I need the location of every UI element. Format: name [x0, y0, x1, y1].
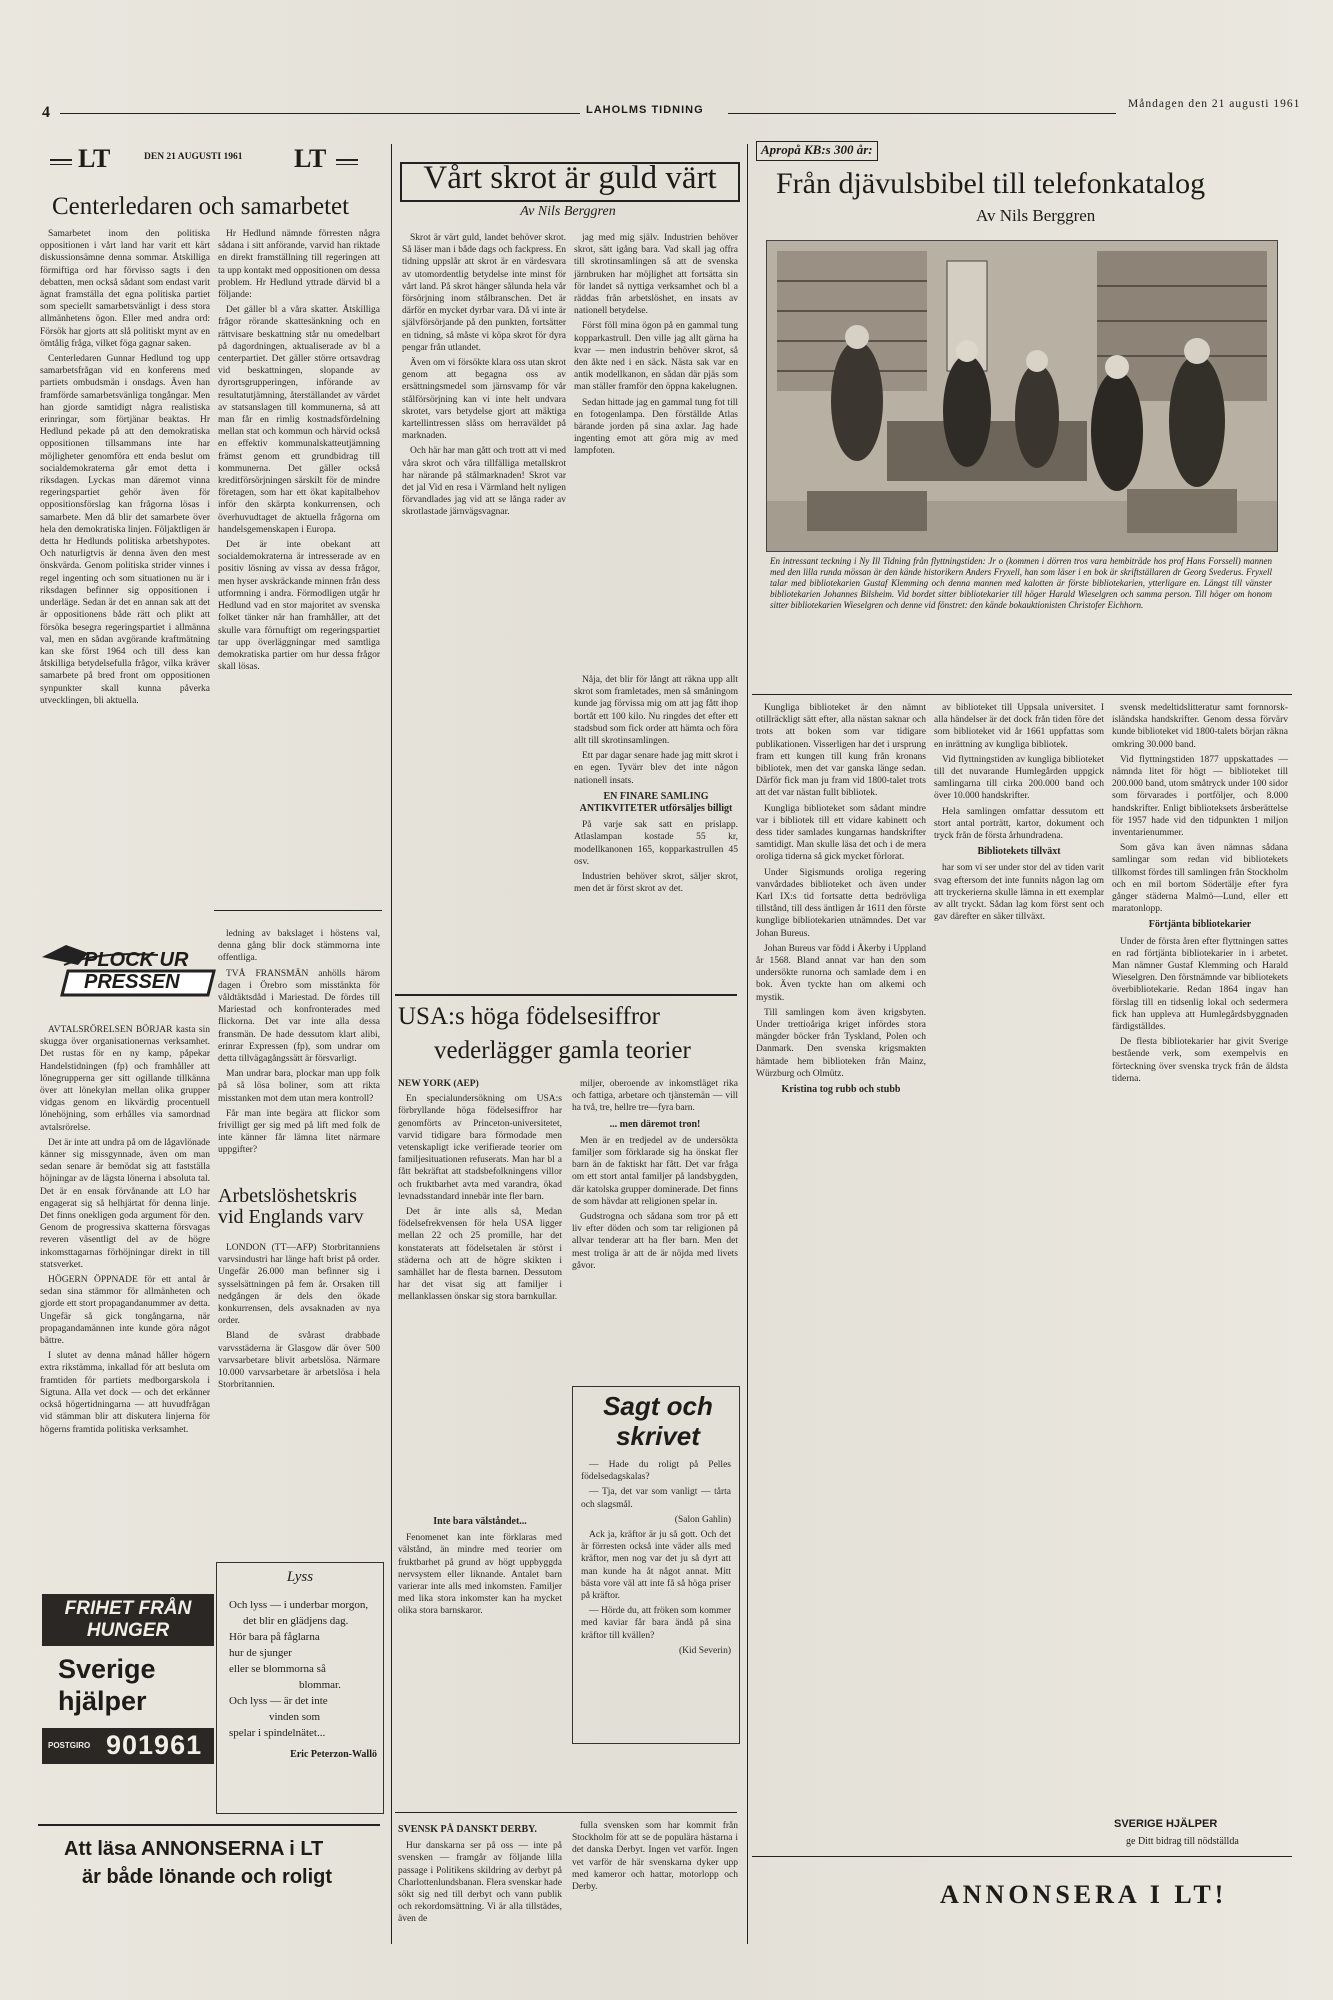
usa-headline-1: USA:s höga födelsesiffror: [398, 1003, 660, 1030]
poem-line: blommar.: [299, 1679, 341, 1691]
divider-derby-top: [395, 1812, 737, 1813]
lt-date: DEN 21 AUGUSTI 1961: [144, 152, 243, 162]
fransman-para: Får man inte begära att flickor som frivilligt ger sig med på lift med folk de inte känner får lämna litet närmare uppgifter?: [218, 1108, 380, 1156]
poem-author: Eric Peterzon-Wallö: [290, 1749, 377, 1760]
pressen-para: Det är inte att undra på om de lågavlönade känner sig missgynnade, även om man sedan senare är bemödat sig att fastställa höjningar av de lägsta lönerna i absoluta tal. Det är en ensak förvånande att LO har engagerat sig så helhjärtat för denna linje. Det finns onekligen goda argument för den. Genom de progressiva skatterna försvagas reveren väsentligt del av de högre inkomsttagarnas förhöjningar direkt in till statsverket.: [40, 1137, 210, 1270]
kb-para: Kungliga biblioteket som sådant mindre var i bibliotek till ett vidare kabinett och dess tider samlades kungarnas handskrifter samtidigt. Man skulle läsa det och i de mera oroliga tiderna så gick mycket förlorat.: [756, 803, 926, 863]
usa-inset: [398, 1512, 562, 1748]
kb-para: Under de första åren efter flyttningen sattes en rad förtjänta bibliotekarier in i arbetet. Man nämner Gustaf Klemming och Harald Wieselgren. Den förstnämnde var bibliotekets överbibliotekarie. Redan 1864 ingav han förslag till en tidsenlig lokal och sedermera fick han uppleva att Humlegårdsbyggnaden färdigställdes.: [1112, 936, 1288, 1033]
postgiro-number: 901961: [106, 1730, 203, 1760]
frihet-banner: [42, 1594, 214, 1646]
poem-line: Och lyss — i underbar morgon,: [229, 1599, 369, 1611]
kb-para: Johan Bureus var född i Åkerby i Uppland år 1568. Bland annat var han den som undersökte runorna och samlade dem i en bok. Även tyckte han om alkemi och mystik.: [756, 943, 926, 1003]
skrot-para: jag med mig själv. Industrien behöver skrot, sätt igång bara. Vad skall jag offra till skrotinsamlingen så att de svenska järnbruken har möjlighet att fortsätta sin för landet så nyttiga verksamhet och bl a räddas från arbetslöshet, en insats av nationell betydelse.: [574, 233, 738, 317]
hedlund-para: Det gäller bl a våra skatter. Åtskilliga frågor rörande skattesänkning och en rättvisare beskattning står nu omedelbart på dagordningen, aktualiserade av bl a centerpartiet. Det gäller större ortsavdrag vid beskattningen, slopande av dyrortsgrupperingen, införande av resultatutjämning, återställandet av värdet av statsanslagen till kommunerna, så att man får en rimlig kostnadsfördelning mellan stat och kommun och härvid också en effektiv kommunalskatteutjämning främst genom ett grundbidrag till kommunerna. Det gäller också kreditförsörjningen särskilt för de mindre företagen, som har ett ökat kapitalbehov inför den skärpta konkurrensen, och överhuvudtaget de aktuella frågorna om handelsgemenskapen i Europa.: [218, 305, 380, 535]
divider-usa-top: [395, 994, 737, 996]
sale-text: På varje sak satt en prislapp. Atlaslampan kostade 55 kr, modellkanonen 165, kopparkastrullen 45 osv.: [574, 820, 738, 867]
kb-column-c: [1112, 702, 1288, 1808]
usa-inset-text: Fenomenet kan inte förklaras med välstånd, än mindre med teorier om fruktbarhet på grund av högt uppbyggda nervsystem eller liknande. Antalet barn varierar inte alls med inkomsten. Familjer med lika stora inkomster kan ha mycket olika stora barnskaror.: [398, 1533, 562, 1617]
hedlund-para: Hr Hedlund nämnde förresten några sådana i sitt anförande, varvid han riktade en direkt framställning till regeringen att ta upp kontakt med oppositionen om dessa problem. Hr Hedlund yttrade därvid bl a följande:: [218, 229, 381, 301]
lt-left-logo: LT: [78, 144, 111, 173]
arbetsloshet-article: [218, 1242, 380, 1548]
usa-inset-head: Inte bara välståndet...: [433, 1516, 527, 1527]
lasa-annonserna-line-1: Att läsa ANNONSERNA i LT: [64, 1838, 324, 1860]
usa-column-b: [572, 1078, 738, 1378]
skrot-column-a2: [402, 916, 566, 1002]
paper-name: LAHOLMS TIDNING: [586, 104, 704, 116]
djavulsbibel-byline: Av Nils Berggren: [976, 206, 1096, 225]
usa-para: miljer, oberoende av inkomstläget rika och fattiga, arbetare och tjänstemän — vill ha två, tre, hellre tre—fyra barn.: [572, 1079, 738, 1114]
kb-para: har som vi ser under stor del av tiden varit svag eftersom det inte funnits någon lag om att tryckerierna skulle lämna in ett exemplar av allt tryckt. Sådan lag kom först sent och gav därefter en säker tillväxt.: [934, 863, 1104, 923]
pressen-para: I slutet av denna månad håller högern extra rikstämma, inkallad för att besluta om framtiden för partiets medborgarskola i Sigtuna. Alla vet dock — och det erkänner också högertidningarna — att huvudfrågan vid stämman blir att diskutera linjerna för högerns framtida politiska verksamhet.: [40, 1351, 210, 1435]
centerledaren-para: Centerledaren Gunnar Hedlund tog upp samarbetsfrågan vid en konferens med partiets ombudsmän i onsdags. Även han framförde samarbetsvänliga tongångar. Men han gjorde samtidigt några realistiska erinringar, som förtjänar beaktas. Hr Hedlund pekade på att den demokratiska oppositionen tillsammans inte har möjligheter genomföra ett enda beslut om socialdemokraterna går emot detta i riksdagen. Lyckas man däremot vinna regeringspartiet gehör även för oppositionsförslag kan frågorna lösas i samarbete. Men då blir det samarbete över hela den demokratiska linjen. Följaktligen är detta hr Hedlunds politiska arbetshypotes. Och naturligtvis är denna även den mest önskvärda. Genom politiska strider vinnes i regel ingenting och som situationen nu är i riksdagen befinner sig oppositionen i underläge. Sedan är det en annan sak att det är oppositionens både rätt och plikt att försöka besegra regeringspartiet i allmänna val, men en sådan avgörande kraftmätning kan ske först 1964 och till dess kan åtskilliga betydelsefulla frågor, vilka kräver samarbete på bred front om oppositionen synpunkter skall kunna påverka utvecklingen, bli aktuella.: [40, 354, 210, 706]
kb-column-a: [756, 702, 926, 1842]
running-rule-left: [60, 113, 580, 114]
skrot-title-box: [400, 162, 740, 202]
derby-para: fulla svensken som har kommit från Stockholm för att se de populära hästarna i det danska Derbyt. Ingen vet varför. Ingen vet varför de här svenskarna dyker upp med kameror och hattar, motorlopp och Derby.: [572, 1821, 738, 1893]
running-rule-right: [728, 113, 1116, 114]
poem-line: Och lyss — är det inte: [229, 1695, 328, 1707]
kb-para: svensk medeltidslitteratur samt fornnorsk-isländska handskrifter. Genom dessa förvärv kunde biblioteket vid 1800-talets början räkna omkring 30.000 band.: [1112, 703, 1288, 750]
lyss-title: Lyss: [286, 1569, 314, 1585]
postgiro-box: [42, 1728, 214, 1764]
col2-divider: [214, 910, 382, 911]
kb-para: Vid flyttningstiden 1877 uppskattades — nämnda litet för högt — biblioteket till 200.000 band, utom småtryck under 100 sidor som förvarades i portföljer, och 8.000 handskrifter. Enligt biblioteksets årsberättelse för 1957 hade vid den tidpunkten 1 miljon inventarienummer.: [1112, 754, 1288, 839]
library-engraving-image: [767, 241, 1277, 551]
skrot-para: Och här har man gått och trott att vi med våra skrot och våra tillfälliga metallskrot har närande på stålmarknaden! Skrot var det jal Vid en resa i Värmland helt nyligen förvandlades jag vid att se långa rader av skrotlastade järnvägsvagnar.: [402, 446, 566, 518]
centerledaren-para: Samarbetet inom den politiska oppositionen i vårt land har varit ett kärt diskussionsämne denna sommar. Åtskilliga förmiftiga ord har förvisso sagts i den debatten, men också sådant som endast varit ägnat framställa det egna politiska partiet som speciellt samarbetsvänligt i dess stora allmänhetens ögon. Eller med andra ord: Försök har gjorts att slå politiskt mynt av en ömtålig fråga, vilket föga gagnar saken.: [40, 229, 210, 349]
hjalper-text: hjälper: [58, 1686, 147, 1716]
kb-para: av biblioteket till Uppsala universitet. I alla händelser är det dock från tiden före det som biblioteket vid år 1661 uppfattas som en inrättning av kungliga bibliotek.: [934, 703, 1104, 750]
skrot-para: Sedan hittade jag en gammal tung fot till en fotogenlampa. Den förställde Atlas bärande jorden på sina axlar. Jag hade ingenting emot att göra mig av med lampfoten.: [574, 397, 738, 457]
lyss-lines: [229, 1597, 377, 1763]
sagt-quote: — Hade du roligt på Pelles födelsedagskalas?: [581, 1460, 731, 1483]
pressen-label: PLOCK UR PRESSEN: [84, 949, 189, 993]
divider-ad-bottom: [38, 1824, 380, 1826]
kb-para: Som gåva kan även nämnas sådana samlingar som redan vid bibliotekets tillkomst fördes till samlingen från Stockholm och en mil bortom Södertälje efter fyra gånger städerna Malmö—Lund, eller ett maratonlopp.: [1112, 843, 1288, 915]
postgiro-label: POSTGIRO: [48, 1741, 91, 1750]
centerledaren-article: [40, 228, 210, 904]
derby-column-b: [572, 1820, 738, 1940]
skrot-column-b: [574, 232, 738, 666]
skrot-column-a: [402, 232, 566, 908]
date-line: Måndagen den 21 augusti 1961: [1128, 98, 1301, 110]
arbetsloshet-para: Bland de svårast drabbade varvsstäderna är Glasgow där över 500 varvsarbetare blivit arbetslösa. Närmare 10.000 varvsarbetare är arbetslösa i hela Storbritannien.: [218, 1331, 380, 1391]
usa-crosshead: ... men däremot tron!: [609, 1118, 701, 1130]
poem-line: det blir en glädjens dag.: [243, 1615, 349, 1627]
derby-para: Hur danskarna ser på oss — inte på svensken — framgår av följande lilla passage i Politikens skildring av derbyt på Charlottenlundsbanan. Flera svenskar hade sökt sig ned till derbyt och vann publik och rekordomsättning. Vi är alla tillstädes, även de: [398, 1841, 562, 1925]
derby-column-a: [398, 1820, 562, 1940]
sagt-quotes: [581, 1459, 731, 1735]
pressen-para: AVTALSRÖRELSEN BÖRJAR kasta sin skugga över organisationernas verksamhet. Det rustas för en ny kamp, påpekar Handelstidningen (fp) och framhåller att lönegrupperna ger sitt ogillande tillkänna över att lönekylan mellan olika grupper vidgas genom en likvärdig procentuell lönehöjning, som erhålles via samordnad avtalsrörelse.: [40, 1025, 210, 1133]
arbetsloshet-headline: Arbetslöshetskris vid Englands varv: [218, 1185, 364, 1228]
usa-para: Det är inte alls så, Medan födelsefrekvensen för hela USA ligger mellan 22 och 25 promille, har det konstaterats att födelsetalen är störst i städerna och att de högre skikten i samhället har de flesta barnen. Dessutom har det visat sig att familjer i mellanklassen önskar sig stora barnkullar.: [398, 1207, 562, 1303]
kb-crosshead-kristina: Kristina tog rubb och stubb: [781, 1084, 901, 1096]
divider-annonsera-top: [752, 1856, 1292, 1857]
kb-crosshead-bibliotekarier: Förtjänta bibliotekarier: [1148, 919, 1252, 931]
fransman-article: [218, 928, 380, 1178]
usa-dateline: NEW YORK (AEP): [398, 1079, 479, 1089]
sverige-hjalper-head: SVERIGE HJÄLPER: [1114, 1818, 1218, 1830]
vertical-divider-a: [391, 144, 392, 1944]
kb-column-b: [934, 702, 1104, 1842]
derby-head: SVENSK PÅ DANSKT DERBY.: [398, 1824, 537, 1835]
fransman-para: TVÅ FRANSMÄN anhölls härom dagen i Örebro som misstänkta för våldtäktsdåd i Mariestad. De fördes till Mariestad och konfronterades med flickorna. Det var inte alla dessa fransmän. De hade dessutom klart alibi, erinrar Expressen (fp), som undrar om detta tillvägagångssätt är försvarligt.: [218, 968, 380, 1065]
skrot-para: Först föll mina ögon på en gammal tung kopparkastrull. Den ville jag allt gärna ha kvar — men industrin behöver skrot, så den åkte ned i en säck. Nästa sak var en antik modellkanon, en sådan där pjäs som man ställer framför den öppna kakelugnen.: [574, 321, 738, 393]
usa-para: Gudstrogna och sådana som tror på ett liv efter döden och som tar religionen på allvar tenderar att ha fler barn. Men det mest troliga är att de är nöjda med livets gåvor.: [572, 1212, 738, 1271]
kb-crosshead-tillvaxt: Bibliotekets tillväxt: [977, 846, 1061, 858]
poem-line: vinden som: [269, 1711, 321, 1723]
poem-line: Hör bara på fåglarna: [229, 1631, 320, 1643]
lyss-poem-box: [216, 1562, 384, 1814]
pressen-para: HÖGERN ÖPPNADE för ett antal år sedan sina stämmor för allmänheten och gjorde ett stort propagandanummer av detta. Ungefär så gick tongångarna, när propagandamännen inte kunde göra något bättre.: [40, 1275, 210, 1347]
sagt-title-2: skrivet: [616, 1421, 700, 1451]
usa-para: En specialundersökning om USA:s förbryllande höga födelsesiffror har genomförts av Princeton-universitetet, varvid tidigare bara förmodade men vetenskapligt icke verifierade teorier om familjesituationen refuserats. Man har bl a fått bekräftat att stadsbefolkningens villor och fruktbarhet avta med varandra, ökad levnadsstandard innebär inte fler barn.: [398, 1094, 562, 1202]
illustration-caption: En intressant teckning i Ny Ill Tidning från flyttningstiden: Jr o (kommen i dörren tros vara hembiträde hos prof Hans Forssell) mannen med den lilla runda mössan är den kände historikern Anders Fryxell, han som läser i en bok är skriftställaren dr Georg Svederus. Fryxell talar med bibliotekarien Gustaf Klemming och denna mannen med kalotten är förste bibliotekarien, ytterligare en. Längst till vänster bibliotekarien Johannes Bilsheim. Vid bordet sitter bibliotekarier till höger Harald Wieselgren och samma person. Till höger om honom sitter bibliotekarien Wieselgren och denne vid fönstret: den kände bokauktionisten Christofer Eichhorn.: [770, 556, 1272, 610]
djavulsbibel-headline: Från djävulsbibel till telefonkatalog: [776, 167, 1206, 200]
annonsera-slogan: ANNONSERA I LT!: [940, 1880, 1228, 1909]
sagt-source: (Kid Severin): [679, 1645, 731, 1656]
sale-head: EN FINARE SAMLING ANTIKVITETER utförsäljes billigt: [579, 790, 733, 815]
usa-para: Men är en tredjedel av de undersökta familjer som förklarade sig ha önskat fler barn än de faktiskt har fått. Det var fråga om ett stort antal familjer på landsbygden, där katolska grupper dominerade. Det finns de som hävdar att religionen spelar in.: [572, 1135, 738, 1207]
frihet-ad: [38, 1588, 220, 1796]
sagt-quote: — Tja, det var som vanligt — tårta och slagsmål.: [581, 1487, 731, 1510]
kb-para: Hela samlingen omfattar dessutom ett stort antal porträtt, kartor, dokument och tryck från de första århundradena.: [934, 806, 1104, 842]
fransman-para: ledning av bakslaget i höstens val, denna gång blir dock stämmorna inte offentliga.: [218, 929, 380, 964]
hedlund-para: Det är inte obekant att socialdemokraterna är intresserade av en positiv lösning av vissa av dessa frågor, men hyser avskräckande minnen från dess utformning i andra. Förmodligen utgår hr Hedlund vad en stor majoritet av svenska folket tänker när han framhåller, att det skulle vara förnuftigt om regeringspartiet tar upp överläggningar med samtliga demokratiska partier om hur dessa frågor skall lösas.: [218, 540, 380, 673]
centerledaren-continued: [218, 228, 380, 900]
plock-ur-pressen-logo: [38, 935, 218, 1017]
apropa-kicker-box: [756, 141, 878, 161]
lt-masthead: [40, 146, 382, 174]
kb-para: Under Sigismunds oroliga regering vanvårdades biblioteket och även under Karl IX:s tid fortsatte detta bedrövliga tillstånd, till dess äntligen år 1611 den förste kunglige bibliotekarien utnämndes. Det var Johan Bureus.: [756, 867, 926, 939]
usa-headline-2: vederlägger gamla teorier: [434, 1037, 691, 1064]
skrot-ending: Industrien behöver skrot, säljer skrot, men det är först skrot av det.: [574, 872, 738, 895]
kb-para: De flesta bibliotekarier har givit Sverige bestående verk, som exempelvis en förteckning över svenska tryck från de äldsta tiderna.: [1112, 1037, 1288, 1084]
sagt-och-skrivet-box: [572, 1386, 740, 1744]
vertical-divider-b: [747, 144, 748, 1944]
kb-para: Vid flyttningstiden av kungliga biblioteket till det nuvarande Humlegården uppgick samlingarna till cirka 200.000 band och över 10.000 handskrifter.: [934, 754, 1104, 802]
skrot-column-d: [574, 674, 738, 895]
fransman-para: Man undrar bara, plockar man upp folk på så lösa boliner, som att rikta misstanken mot dem utan mera kontroll?: [218, 1069, 380, 1104]
poem-line: spelar i spindelnätet...: [229, 1727, 326, 1739]
kb-para: Till samlingen kom även krigsbyten. Under trettioåriga kriget infördes stora mängder böcker från Tyskland, Polen och Danmark. Den svenska krigsmakten hämtade hem biblioteken från Mainz, Würzburg och Olmütz.: [756, 1007, 926, 1079]
centerledaren-headline: Centerledaren och samarbetet: [52, 193, 350, 220]
poem-line: eller se blommorna så: [229, 1663, 326, 1675]
sagt-quote: Ack ja, kräftor är ju så gott. Och det är förresten också inte väder alls med kräftor, men nog var det ju så dyrt att man kunde ha åt något annat. Mitt bästa vore väl att inte få så höga priser på kräftor.: [581, 1530, 731, 1602]
page-number: 4: [42, 104, 51, 121]
sagt-title-1: Sagt och: [603, 1391, 713, 1421]
sverige-hjalper-text: ge Ditt bidrag till nödställda: [1126, 1836, 1239, 1847]
usa-column-a: [398, 1078, 562, 1508]
skrot-para: Även om vi försökte klara oss utan skrot genom att begagna oss av ersättningsmedel som järnsvamp för vår stålförsörjning kan vi inte helt undvara skrotet, vars betydelse gjort att mäktiga kartellintressen slåss om herraväldet på marknaden.: [402, 358, 566, 442]
pressen-article: [40, 1024, 210, 1572]
divider-caption-bottom: [752, 694, 1292, 695]
sagt-quote: — Hörde du, att fröken som kommer med kaviar får bara ändå på sina kräftor till kvällen?: [581, 1606, 731, 1641]
kb-para: Kungliga biblioteket är den nämnt otillräckligt sätt efter, alla nästan saknar och trots att boken som var tidigare publikationen. Visserligen har det i ursprung fram ett kungen till kung från kronans bibliotek, men det var ganska länge sedan. Därför fick man ju fram vid 1800-talet trots att det var nästan fullt bibliotek.: [756, 703, 926, 799]
frihet-line-1: FRIHET FRÅN: [64, 1598, 192, 1619]
skrot-para: Skrot är värt guld, landet behöver skrot. Så läser man i både dags och fackpress. En tidning uppslår att skrot är en värdesvara av utomordentlig betydelse inte minst för vårt land. På skrot hänger sålunda hela vår försörjning inom stålbranschen. Det är därför en mycket dyrbar vara. Då vi inte är självförsörjande på den punkten, fortsätter en tidning, så måste vi köpa skrot för dyra pengar från utlandet.: [402, 233, 566, 353]
poem-line: hur de sjunger: [229, 1647, 292, 1659]
sagt-source: (Salon Gahlin): [674, 1514, 731, 1525]
library-illustration: [766, 240, 1278, 552]
skrot-para: Nåja, det blir för långt att räkna upp allt skrot som framletades, men så småningom kunde jag förvissa mig om att jag fått ihop bortåt ett 100 kilo. Nu ringdes det efter ett stadsbud som fick order att hämta och föra allt till skrotinsamlingen.: [574, 675, 738, 747]
lt-right-logo: LT: [294, 144, 327, 173]
apropa-kicker: Apropå KB:s 300 år:: [761, 142, 873, 157]
skrot-title: Vårt skrot är guld värt: [423, 160, 717, 196]
skrot-byline: Av Nils Berggren: [520, 204, 616, 219]
sverige-text: Sverige: [58, 1654, 156, 1684]
arbetsloshet-para: LONDON (TT—AFP) Storbritanniens varvsindustri har länge haft brist på order. Ungefär 26.000 man befinner sig i sysselsättningen på fem år. Orsaken till nedgången är dels den ökade konkurrensen, dels avsaknaden av nya order.: [218, 1243, 380, 1327]
lasa-annonserna-line-2: är både lönande och roligt: [82, 1866, 333, 1888]
skrot-para: Ett par dagar senare hade jag mitt skrot i en egen. Tyvärr blev det inte någon nationell insats.: [574, 751, 738, 786]
frihet-line-2: HUNGER: [86, 1620, 170, 1641]
